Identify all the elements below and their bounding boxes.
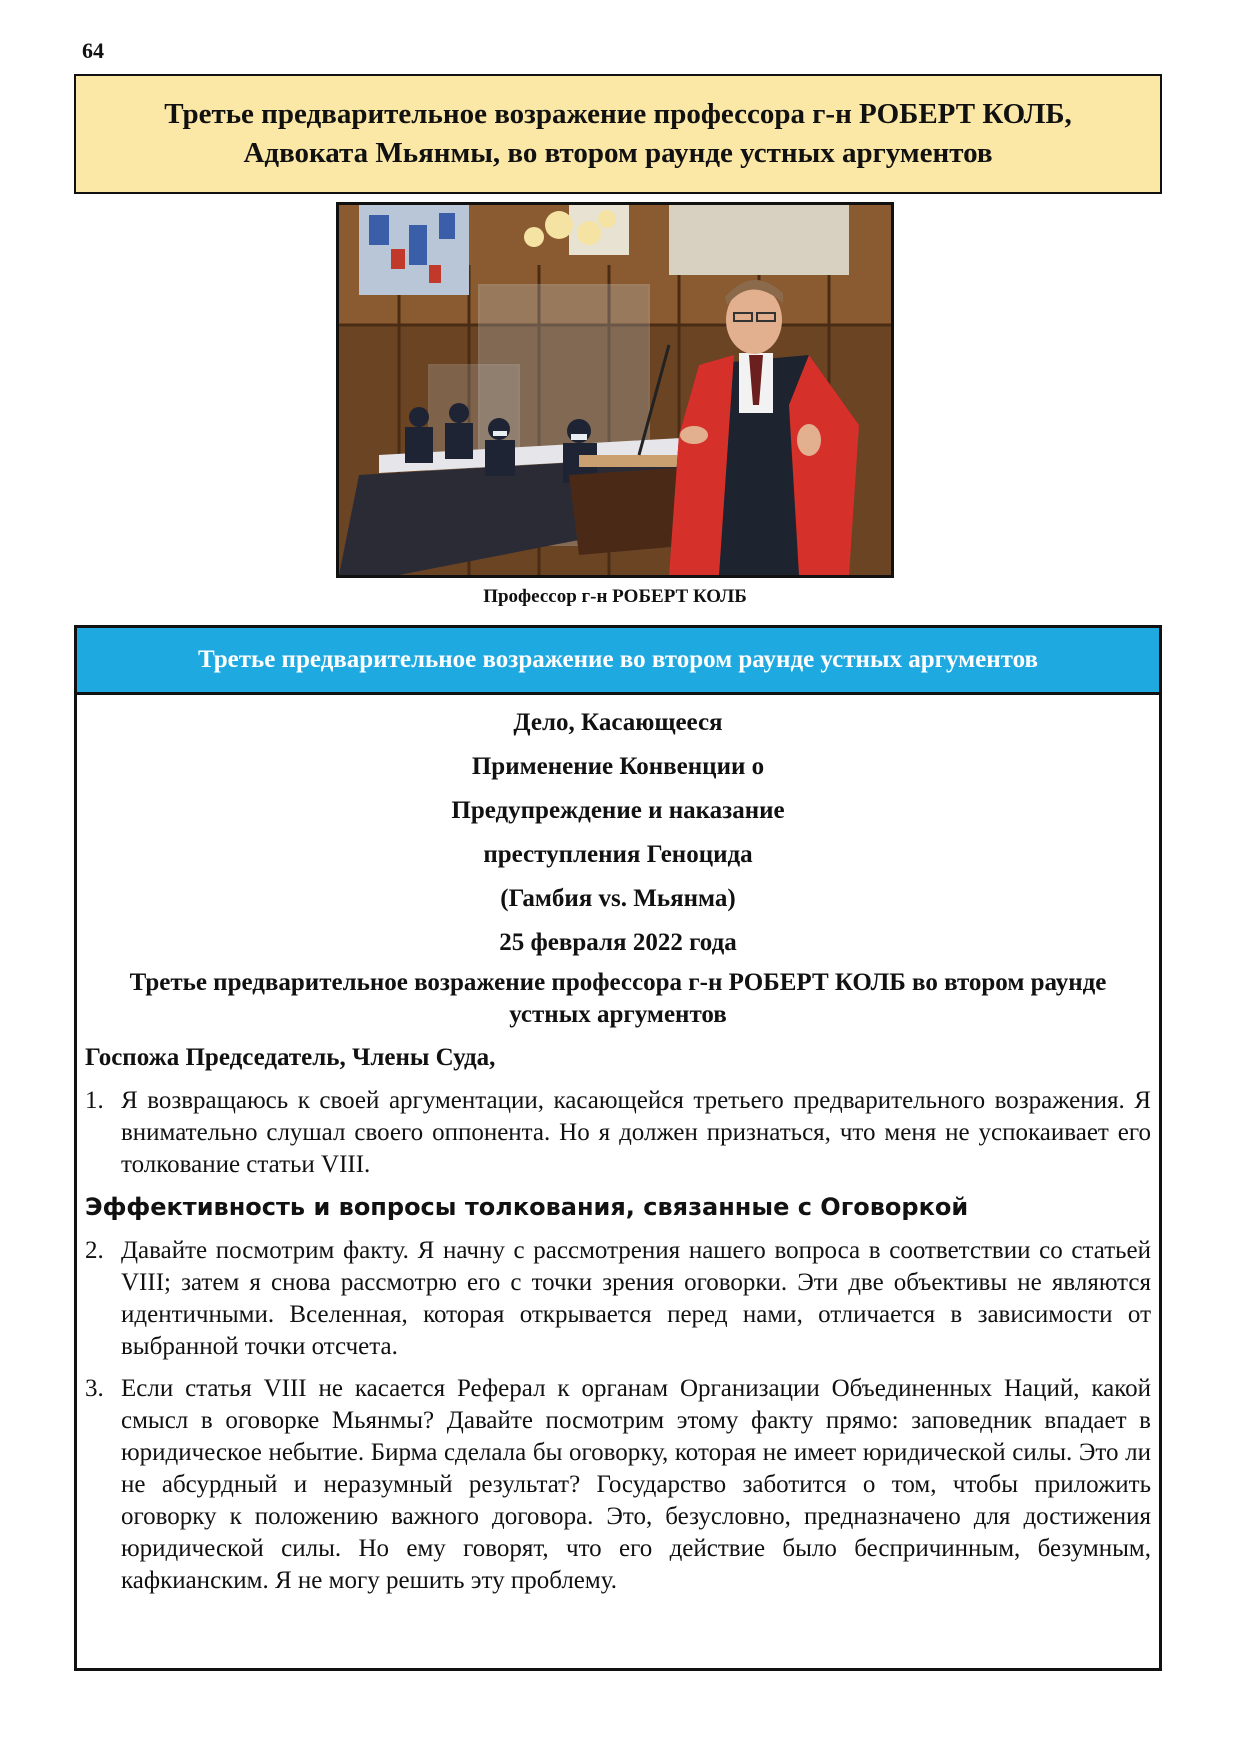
title-line-1: Третье предварительное возражение профессора г-н РОБЕРТ КОЛБ, [164, 98, 1072, 130]
paragraph-2 [85, 1235, 1151, 1363]
content-header: Третье предварительное возражение во втором раунде устных аргументов [77, 628, 1159, 695]
title-box [74, 74, 1162, 194]
speaker-photo [336, 202, 894, 578]
case-date: 25 февраля 2022 года [499, 929, 737, 956]
case-line: (Гамбия vs. Мьянма) [500, 885, 736, 912]
paragraph-number: 1. [85, 1087, 104, 1114]
page-number: 64 [82, 38, 104, 63]
paragraph-number: 2. [85, 1237, 104, 1264]
paragraph-text: Давайте посмотрим факту. Я начну с рассмотрения нашего вопроса в соответствии со статьей VIII; затем я снова рассмотрю его с точки зрения оговорки. Эти две объективы не являются идентичными. Вселенная, которая открывается перед нами, отличается в зависимости от выбранной точки отсчета. [121, 1237, 1151, 1360]
paragraph-text: Если статья VIII не касается Реферал к органам Организации Объединенных Наций, какой смысл в оговорке Мьянмы? Давайте посмотрим этому факту прямо: заповедник впадает в юридическое небытие. Бирма сделала бы оговорку, которая не имеет юридической силы. Это ли не абсурдный и неразумный результат? Государство заботится о том, чтобы приложить оговорку к положению важного договора. Это, безусловно, предназначено для достижения юридической силы. Но ему говорят, что его действие было беспричинным, безумным, кафкианским. Я не могу решить эту проблему. [121, 1375, 1151, 1594]
case-line: Предупреждение и наказание [451, 797, 785, 824]
paragraph-1 [85, 1085, 1151, 1181]
case-line: Применение Конвенции о [471, 753, 765, 780]
case-line: Дело, Касающееся [513, 709, 723, 736]
content-box [74, 625, 1162, 1671]
case-line: преступления Геноцида [483, 841, 753, 868]
paragraph-number: 3. [85, 1375, 104, 1402]
case-title-block [77, 701, 1159, 965]
title-line-2: Адвоката Мьянмы, во втором раунде устных аргументов [243, 137, 993, 169]
photo-caption: Профессор г-н РОБЕРТ КОЛБ [483, 586, 747, 607]
paragraph-3 [85, 1373, 1151, 1597]
salutation: Госпожа Председатель, Члены Суда, [85, 1044, 496, 1071]
paragraph-text: Я возвращаюсь к своей аргументации, касающейся третьего предварительного возражения. Я внимательно слушал своего оппонента. Но я должен признаться, что меня не успокаивает его толкование статьи VIII. [121, 1087, 1151, 1178]
subheading: Третье предварительное возражение профессора г-н РОБЕРТ КОЛБ во втором раунде устных аргументов [129, 969, 1107, 1028]
section-heading: Эффективность и вопросы толкования, связанные с Оговоркой [85, 1193, 969, 1221]
